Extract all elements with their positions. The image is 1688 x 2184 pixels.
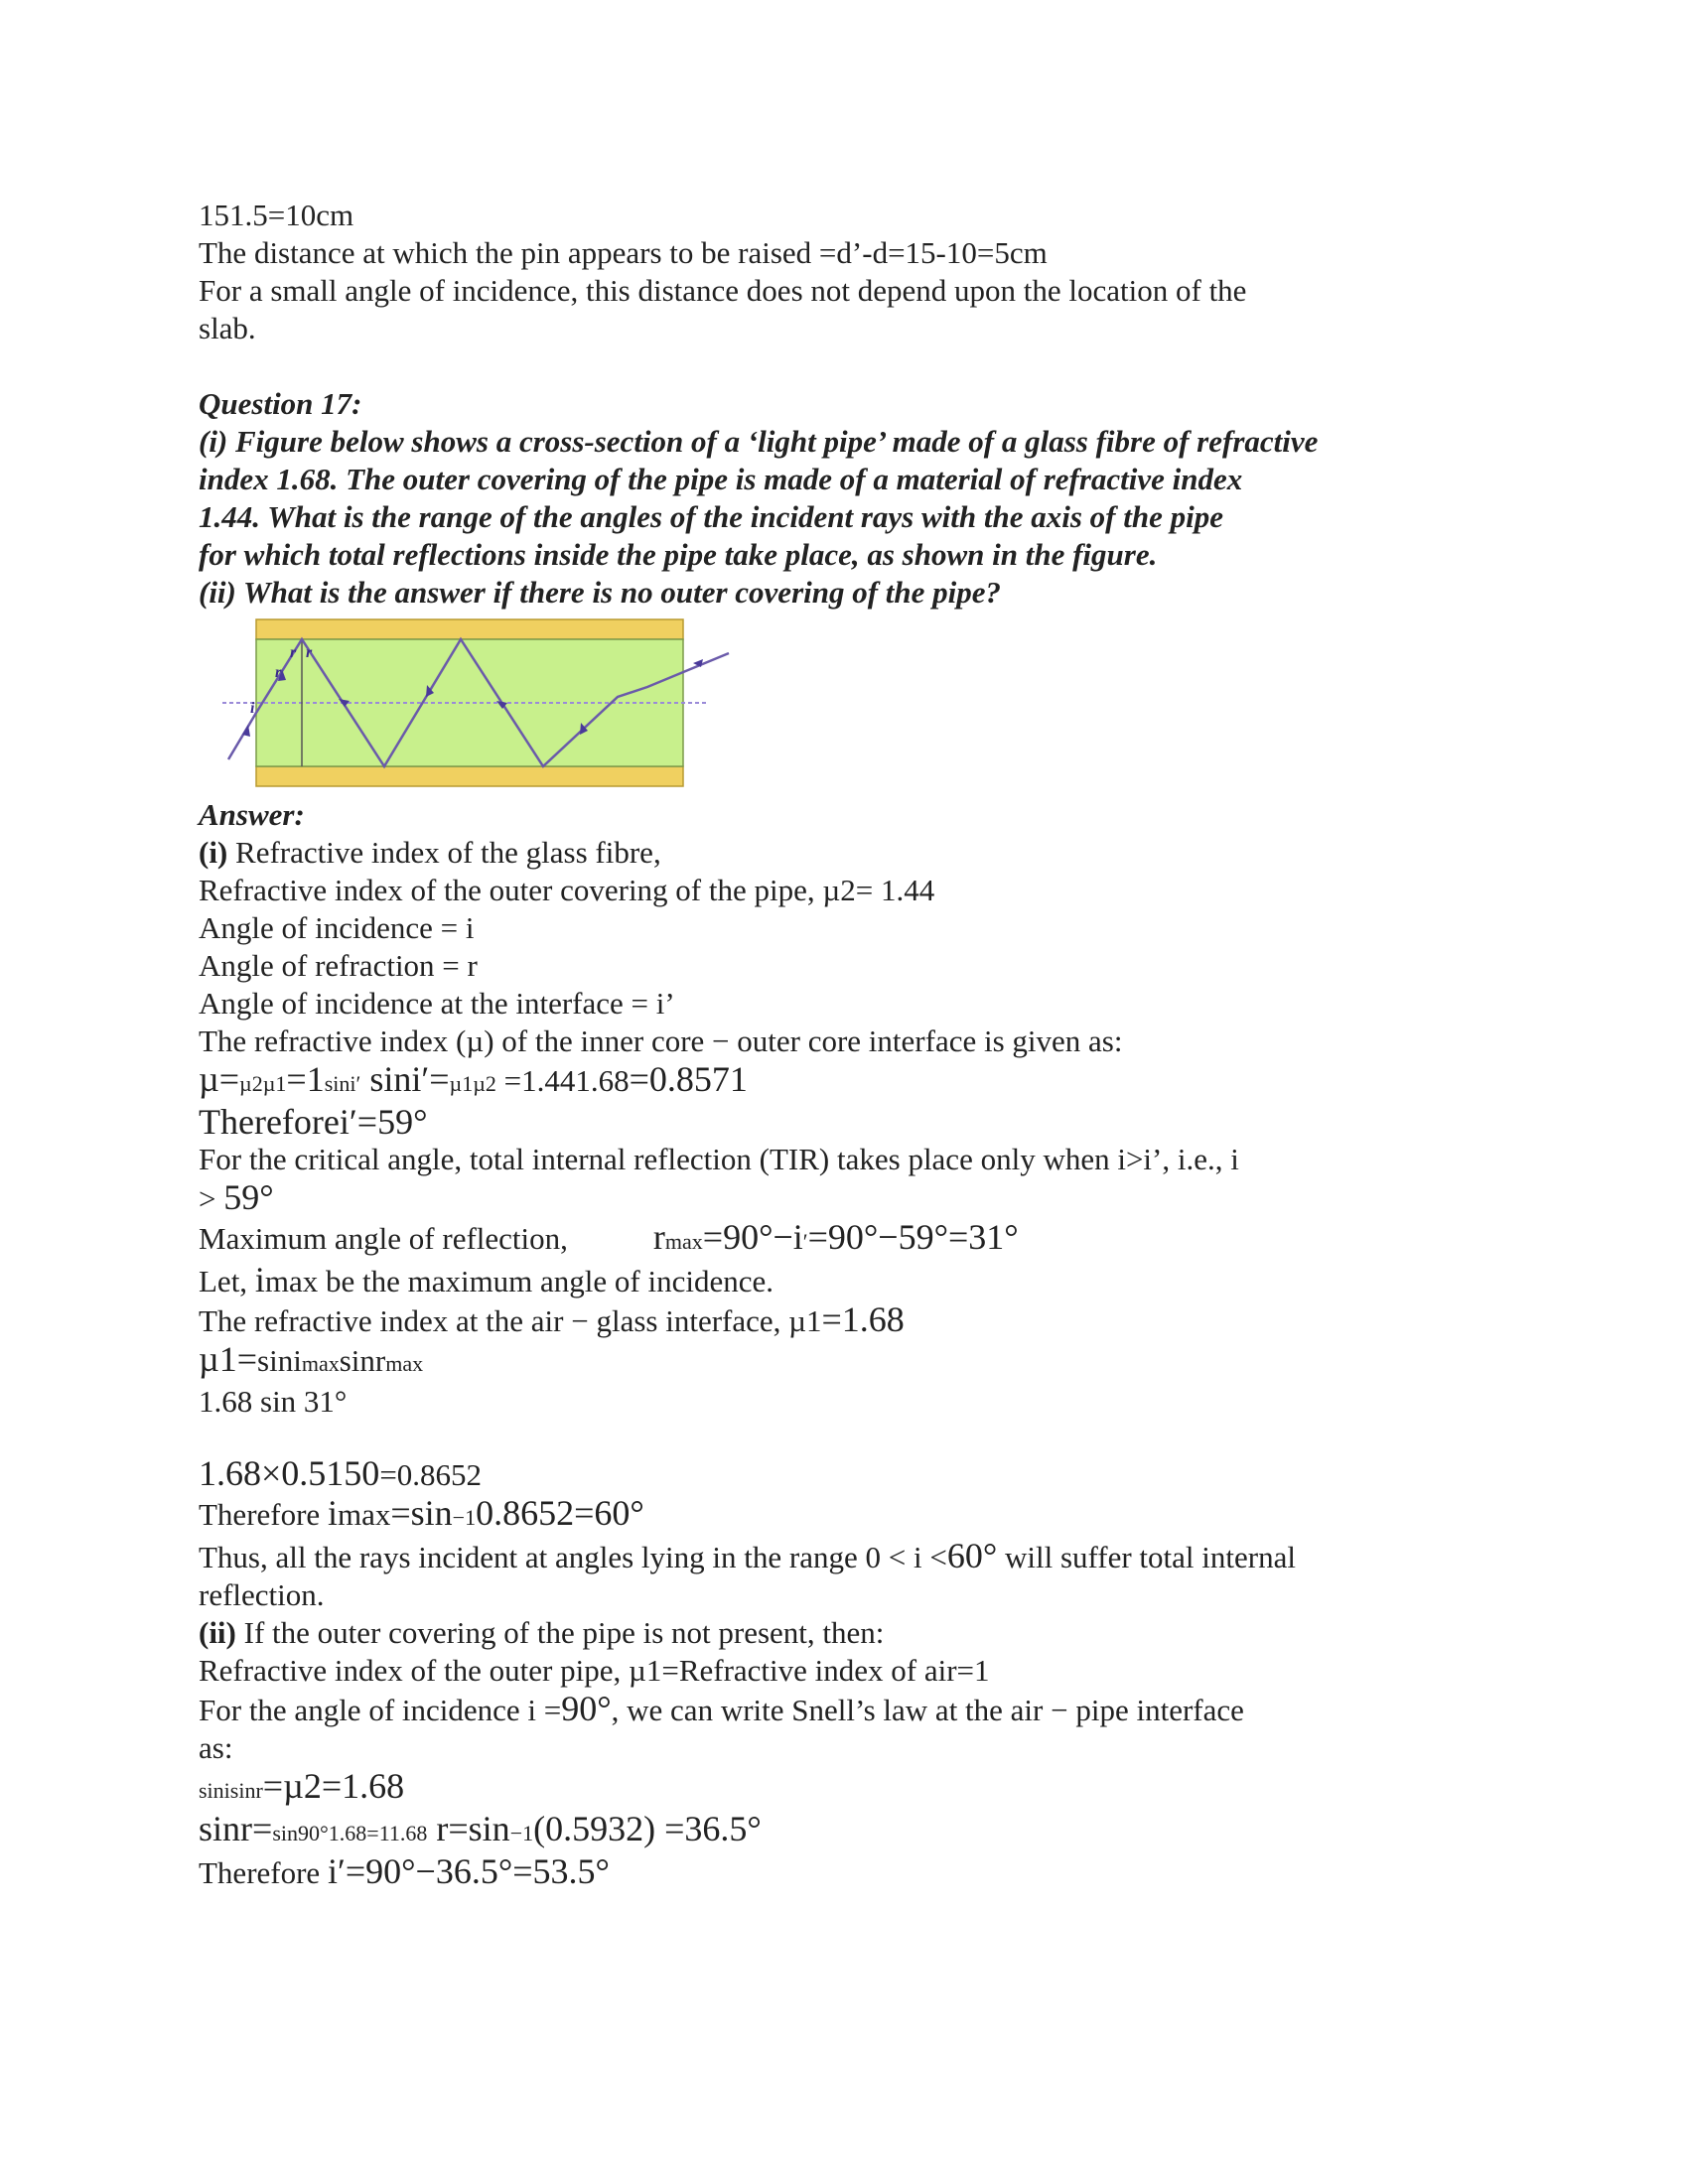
top-cladding — [256, 619, 683, 639]
equation-4 — [199, 1454, 1489, 1494]
p10-c: =1.68 — [821, 1299, 905, 1339]
answer-line-6: The refractive index (µ) of the inner core − outer core interface is given as: — [199, 1024, 1123, 1058]
eq6-b: =µ2=1.68 — [262, 1766, 405, 1806]
eq7-a: sinr= — [199, 1809, 273, 1848]
intro-line-3: For a small angle of incidence, this distance does not depend upon the location of the — [199, 273, 1247, 308]
eq3-b: sini — [257, 1343, 302, 1378]
spacer — [199, 1421, 1489, 1454]
page-content — [199, 197, 1489, 1892]
answer-line-4: Angle of refraction = r — [199, 948, 478, 983]
light-pipe-figure — [220, 617, 776, 791]
intro-line-2: The distance at which the pin appears to be raised =d’-d=15-10=5cm — [199, 235, 1048, 270]
answer-line-15b: as: — [199, 1730, 233, 1765]
angle-label-r-right: r — [306, 644, 313, 661]
eq3-c: max — [301, 1351, 340, 1376]
eq4-a: 1.68×0.5150 — [199, 1453, 380, 1493]
question-line-1: (i) Figure below shows a cross-section of a ‘light pipe’ made of a glass fibre of refractive — [199, 424, 1319, 459]
p9-i: i — [254, 1260, 265, 1299]
answer-line-5: Angle of incidence at the interface = i’ — [199, 986, 675, 1021]
equation-5 — [199, 1494, 1489, 1537]
p15-b: 90° — [561, 1689, 612, 1728]
eq5-b: i — [327, 1493, 338, 1533]
answer-line-13 — [199, 1614, 1489, 1652]
eq5-d: =sin — [390, 1493, 453, 1533]
answer-line-7: For the critical angle, total internal reflection (TIR) takes place only when i>i’, i.e., i — [199, 1142, 1239, 1176]
intro-line-4: slab. — [199, 311, 256, 345]
eq4-b: =0.8652 — [379, 1457, 483, 1492]
equation-2: Thereforei′=59° — [199, 1102, 428, 1142]
p10-b: 1 — [806, 1303, 822, 1338]
p9-a: Let, — [199, 1264, 255, 1298]
eq3-e: max — [385, 1351, 424, 1376]
angle-label-i: i — [250, 700, 255, 717]
answer-line-1 — [199, 834, 1489, 872]
answer-line-7b — [199, 1178, 1489, 1218]
part-ii-label: (ii) — [199, 1615, 236, 1650]
p8-max: max — [664, 1229, 703, 1254]
answer-line-10 — [199, 1300, 1489, 1340]
answer-heading: Answer: — [199, 797, 305, 832]
eq5-f: 0.8652=60° — [476, 1493, 644, 1533]
eq8-a: Therefore — [199, 1855, 328, 1890]
question-line-5: (ii) What is the answer if there is no outer covering of the pipe? — [199, 575, 1002, 610]
p8-label: Maximum angle of reflection, — [199, 1221, 568, 1256]
p8-end: =90°−59°=31° — [807, 1217, 1019, 1257]
part-i-label: (i) — [199, 835, 228, 870]
intro-line-1: 151.5=10cm — [199, 198, 354, 232]
p7b-a: > — [199, 1181, 224, 1216]
eq5-c: max — [337, 1497, 391, 1532]
eq7-e: (0.5932) =36.5° — [533, 1809, 762, 1848]
eq8-b: i′=90°−36.5°=53.5° — [327, 1851, 610, 1891]
angle-label-r-left: r — [290, 644, 297, 661]
equation-7 — [199, 1810, 1489, 1852]
answer-line-3: Angle of incidence = i — [199, 910, 475, 945]
equation-1 — [199, 1060, 1489, 1103]
eq1-d: sini′ — [324, 1071, 361, 1096]
p9-rest: be the maximum angle of incidence. — [318, 1264, 774, 1298]
angle-label-r: r — [275, 664, 282, 681]
eq1-e: sini′= — [360, 1059, 450, 1099]
p8-rest: =90°−i — [702, 1217, 803, 1257]
eq1-g: =1.441.68 — [495, 1063, 630, 1098]
eq1-a: µ= — [199, 1059, 240, 1099]
question-line-3: 1.44. What is the range of the angles of the incident rays with the axis of the pipe — [199, 499, 1223, 534]
p12-c: will suffer total internal — [997, 1540, 1296, 1574]
equation-3 — [199, 1340, 1489, 1383]
eq5-e: −1 — [452, 1505, 477, 1530]
eq1-c: =1 — [286, 1059, 325, 1099]
question-line-4: for which total reflections inside the pipe take place, as shown in the figure. — [199, 537, 1158, 572]
answer-line-11: 1.68 sin 31° — [199, 1384, 348, 1419]
p15-a: For the angle of incidence i = — [199, 1693, 562, 1727]
equation-6 — [199, 1767, 1489, 1810]
question-line-2: index 1.68. The outer covering of the pipe is made of a material of refractive index — [199, 462, 1243, 496]
p8-r: r — [652, 1217, 665, 1257]
p12-b: 60° — [946, 1536, 998, 1575]
answer-line-14: Refractive index of the outer pipe, µ1=Refractive index of air=1 — [199, 1653, 990, 1688]
eq1-f: µ1µ2 — [449, 1071, 496, 1096]
answer-line-13-text: If the outer covering of the pipe is not present, then: — [235, 1615, 885, 1650]
answer-line-9 — [199, 1261, 1489, 1300]
answer-line-1-text: Refractive index of the glass fibre, — [227, 835, 661, 870]
spacer — [199, 347, 1489, 385]
eq5-a: Therefore — [199, 1497, 328, 1532]
equation-8 — [199, 1852, 1489, 1892]
p10-a: The refractive index at the air − glass interface, µ — [199, 1303, 806, 1338]
eq6-a: sinisinr — [199, 1778, 263, 1803]
answer-line-8 — [199, 1218, 1489, 1261]
eq1-b: µ2µ1 — [239, 1071, 287, 1096]
eq7-d: −1 — [509, 1821, 534, 1845]
question-heading: Question 17: — [199, 386, 362, 421]
answer-line-15 — [199, 1690, 1489, 1729]
answer-line-12 — [199, 1537, 1489, 1576]
eq7-b: sin90°1.68=11.68 — [272, 1821, 428, 1845]
eq3-d: sinr — [339, 1343, 386, 1378]
eq3-a: µ1= — [199, 1339, 258, 1379]
p7b-b: 59° — [223, 1177, 274, 1217]
bottom-cladding — [256, 766, 683, 786]
p12-a: Thus, all the rays incident at angles lying in the range 0 < i < — [199, 1540, 947, 1574]
p9-max: max — [264, 1264, 319, 1298]
eq7-c: r=sin — [427, 1809, 510, 1848]
p15-c: , we can write Snell’s law at the air − pipe interface — [611, 1693, 1244, 1727]
answer-line-2: Refractive index of the outer covering of the pipe, µ2= 1.44 — [199, 873, 935, 907]
p8-prime: ′ — [802, 1229, 808, 1254]
answer-line-12b: reflection. — [199, 1577, 325, 1612]
eq1-h: =0.8571 — [629, 1059, 748, 1099]
